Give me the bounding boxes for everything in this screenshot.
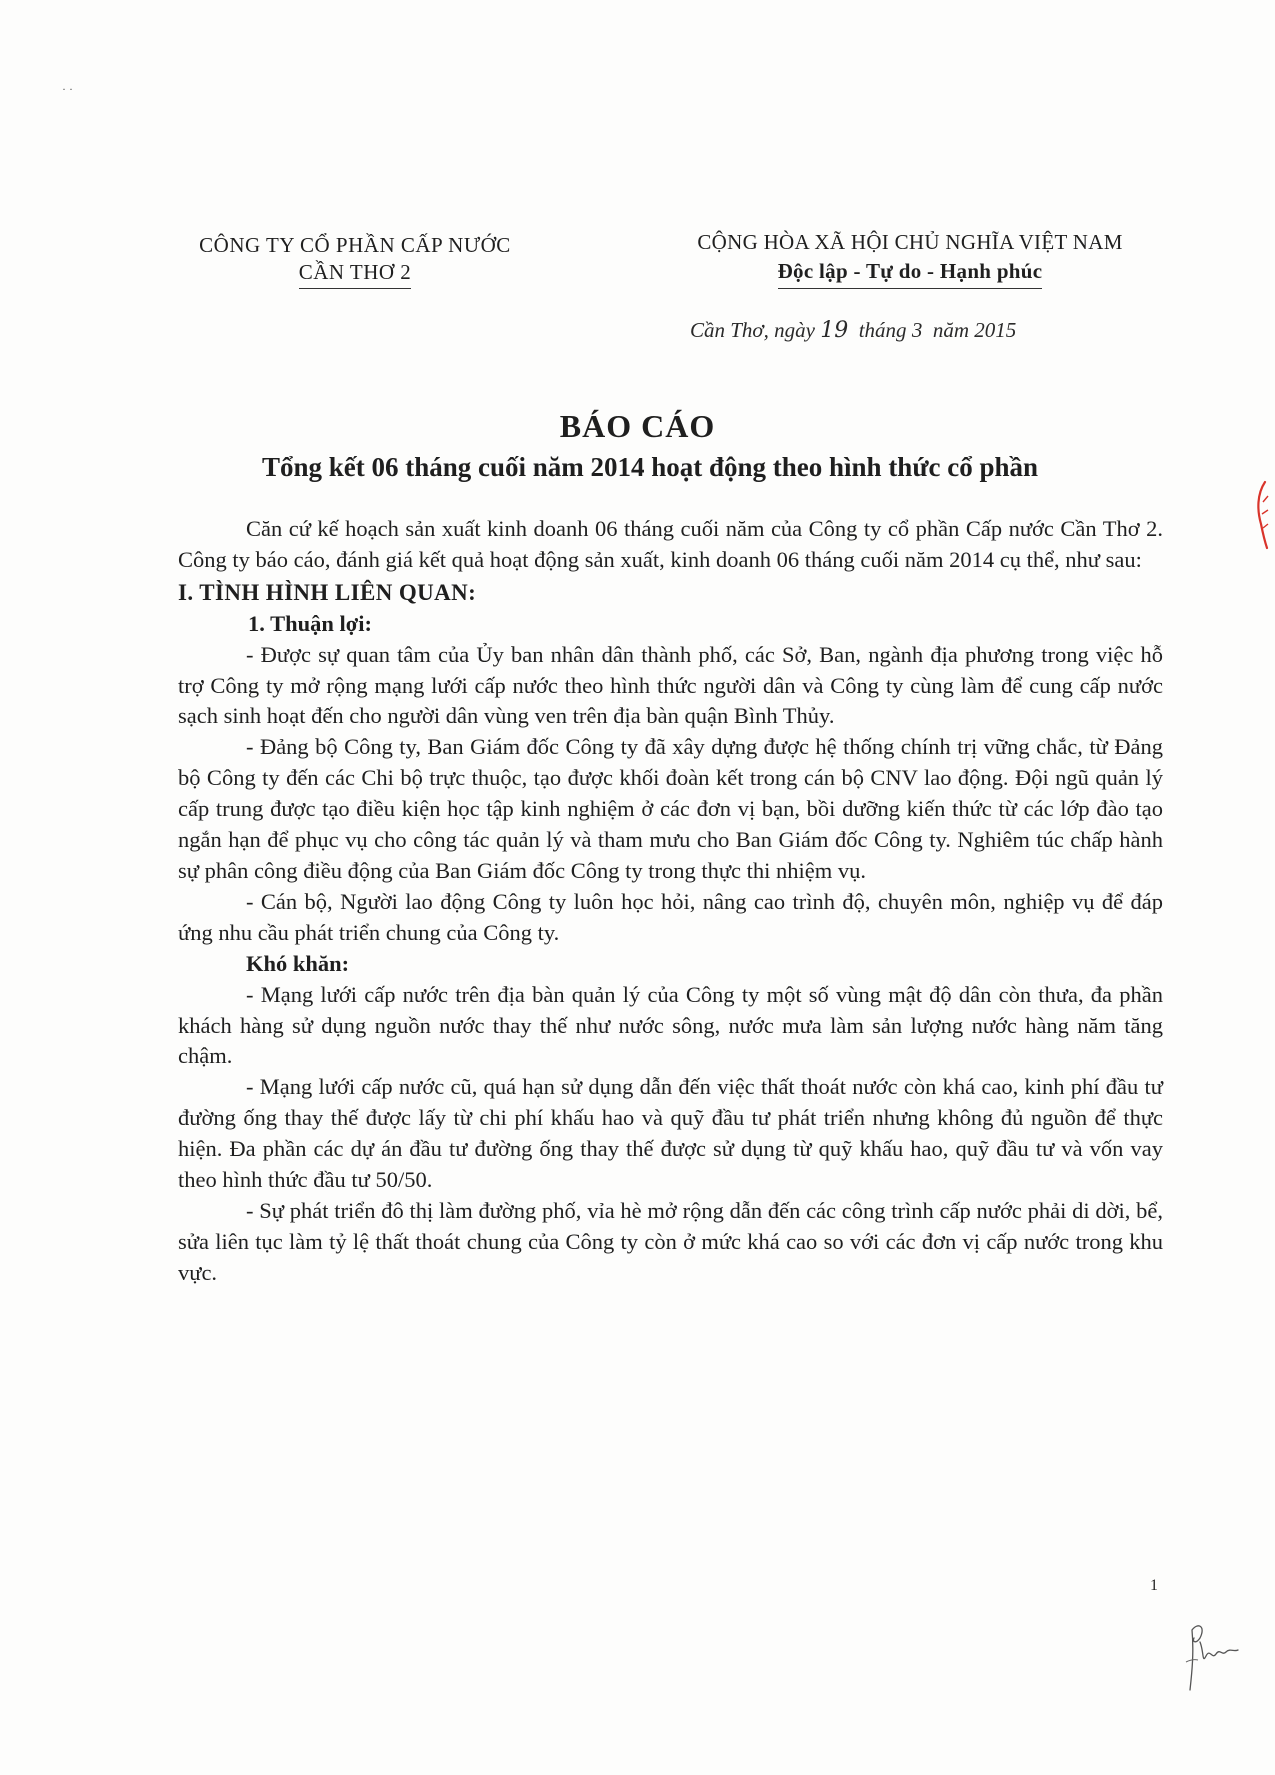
page-number: 1 bbox=[1150, 1577, 1158, 1594]
national-header bbox=[630, 228, 1190, 289]
date-month-label: tháng bbox=[858, 318, 907, 342]
national-motto: Độc lập - Tự do - Hạnh phúc bbox=[778, 257, 1043, 289]
date-year-label: năm bbox=[932, 318, 969, 342]
red-stamp-edge-icon bbox=[1255, 480, 1269, 550]
company-name: CÔNG TY CỔ PHẦN CẤP NƯỚC bbox=[199, 233, 511, 257]
scan-speck: · · bbox=[62, 82, 73, 96]
section-heading: I. TÌNH HÌNH LIÊN QUAN: bbox=[178, 579, 477, 605]
issuer-header bbox=[150, 232, 560, 289]
difficulty-paragraph: - Mạng lưới cấp nước cũ, quá hạn sử dụng dẫn đến việc thất thoát nước còn khá cao, kinh phí đầu tư đường ống thay thế được lấy từ chi phí khấu hao và quỹ đầu tư phát triển nhưng không đủ nguồn để thực hiện. Đa phần các dự án đầu tư đường ống thay thế được sử dụng từ quỹ khấu hao, quỹ đầu tư và vốn vay theo hình thức đầu tư 50/50. bbox=[178, 1074, 1163, 1193]
initials-signature-icon bbox=[1176, 1612, 1246, 1702]
intro-paragraph: Căn cứ kế hoạch sản xuất kinh doanh 06 tháng cuối năm của Công ty cổ phần Cấp nước Cần Thơ 2. Công ty báo cáo, đánh giá kết quả hoạt động sản xuất, kinh doanh 06 tháng cuối năm 2014 cụ thể, như sau: bbox=[178, 516, 1163, 572]
document-title: BÁO CÁO bbox=[559, 408, 716, 444]
company-city: CẦN THƠ 2 bbox=[299, 259, 412, 289]
difficulties-heading: Khó khăn: bbox=[246, 950, 350, 976]
nation-name: CỘNG HÒA XÃ HỘI CHỦ NGHĨA VIỆT NAM bbox=[697, 230, 1123, 254]
date-line bbox=[690, 318, 1120, 343]
document-subtitle: Tổng kết 06 tháng cuối năm 2014 hoạt động theo hình thức cổ phần bbox=[261, 452, 1039, 482]
advantage-paragraph: - Được sự quan tâm của Ủy ban nhân dân thành phố, các Sở, Ban, ngành địa phương trong việc hỗ trợ Công ty mở rộng mạng lưới cấp nước theo hình thức người dân và Công ty cùng làm để cung cấp nước sạch sinh hoạt đến cho người dân vùng ven trên địa bàn quận Bình Thủy. bbox=[178, 641, 1163, 729]
date-day: 19 bbox=[820, 318, 849, 343]
advantage-paragraph: - Cán bộ, Người lao động Công ty luôn học hỏi, nâng cao trình độ, chuyên môn, nghiệp vụ để đáp ứng nhu cầu phát triển chung của Công ty. bbox=[178, 888, 1163, 945]
document-body bbox=[178, 514, 1163, 1289]
date-place: Cần Thơ, ngày bbox=[690, 318, 815, 342]
difficulty-paragraph: - Sự phát triển đô thị làm đường phố, vỉa hè mở rộng dẫn đến các công trình cấp nước phải di dời, bể, sửa liên tục làm tỷ lệ thất thoát chung của Công ty còn ở mức khá cao so với các đơn vị cấp nước trong khu vực. bbox=[178, 1197, 1163, 1285]
date-month: 3 bbox=[911, 318, 923, 342]
difficulty-paragraph: - Mạng lưới cấp nước trên địa bàn quản lý của Công ty một số vùng mật độ dân còn thưa, đa phần khách hàng sử dụng nguồn nước thay thế như nước sông, nước mưa làm sản lượng nước hàng năm tăng chậm. bbox=[178, 981, 1163, 1069]
advantage-paragraph: - Đảng bộ Công ty, Ban Giám đốc Công ty đã xây dựng được hệ thống chính trị vững chắc, từ Đảng bộ Công ty đến các Chi bộ trực thuộc, tạo được khối đoàn kết trong cán bộ CNV lao động. Đội ngũ quản lý cấp trung được tạo điều kiện học tập kinh nghiệm ở các đơn vị bạn, bồi dưỡng kiến thức từ các lớp đào tạo ngắn hạn để phục vụ cho công tác quản lý và tham mưu cho Ban Giám đốc Công ty. Nghiêm túc chấp hành sự phân công điều động của Ban Giám đốc Công ty trong thực thi nhiệm vụ. bbox=[178, 734, 1163, 883]
advantages-heading: 1. Thuận lợi: bbox=[248, 610, 372, 636]
date-year: 2015 bbox=[974, 318, 1017, 342]
